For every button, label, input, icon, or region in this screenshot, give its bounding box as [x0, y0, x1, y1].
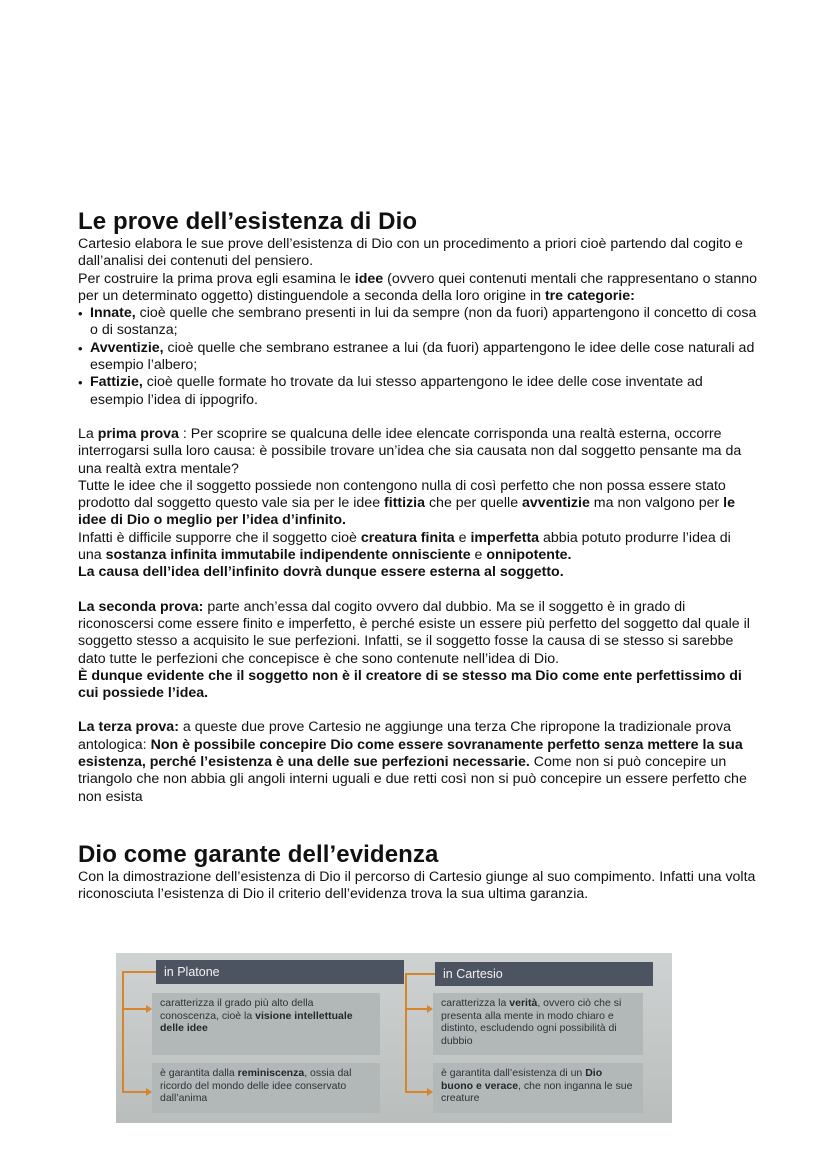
text-run: è garantita dall’esistenza di un [441, 1067, 586, 1079]
prima-prova-infatti [78, 530, 758, 565]
header-platone: in Platone [156, 960, 404, 984]
list-item-avventizie [78, 340, 758, 375]
terza-prova-paragraph [78, 719, 758, 805]
text-run: cioè quelle che sembrano estranee a lui (da fuori) appartengono le idee delle cose naturali ad esempio l’albero; [90, 339, 755, 374]
text-run: Come non si può concepire un triangolo che non abbia gli angoli interni uguali e due retti così non si può concepire un essere perfetto che non esista [78, 754, 747, 805]
text-run: e [470, 547, 487, 564]
bold-term: creatura finita [360, 529, 455, 546]
text-run: cioè quelle che sembrano presenti in lui da sempre (non da fuori) appartengono il concetto di cosa o di sostanza; [90, 305, 757, 339]
text-run: Per costruire la prima prova egli esamina le [78, 270, 355, 287]
header-cartesio: in Cartesio [435, 962, 653, 986]
connector-line [405, 973, 435, 975]
text-run: Infatti è difficile supporre che il soggetto cioè [78, 529, 361, 546]
bold-term: reminiscenza [237, 1067, 305, 1079]
bold-term: Non è possibile concepire Dio come essere sovranamente perfetto senza mettere la sua esistenza, perché l’esistenza è una delle sue perfezioni necessarie. [78, 736, 743, 771]
text-run: e [454, 529, 471, 546]
platone-box-reminiscenza [152, 1063, 380, 1113]
bold-idee: idee [354, 270, 384, 287]
prima-prova-detail [78, 478, 758, 530]
bold-prima-prova: prima prova [97, 425, 179, 442]
text-run: a queste due prove Cartesio ne aggiunge una terza Che ripropone la tradizionale prova antologica: [78, 719, 732, 753]
categories-paragraph [78, 271, 758, 306]
connector-line [405, 1008, 427, 1010]
text-run: (ovvero quei contenuti mentali che rappresentano o stanno per un determinato oggetto) distinguendole a seconda della loro origine in [78, 270, 758, 304]
bold-term: verità [509, 997, 538, 1009]
categories-list [78, 305, 758, 409]
text-run: caratterizza la [441, 997, 510, 1009]
text-run: caratterizza il grado più alto della conoscenza, cioè la [160, 997, 314, 1022]
connector-line [405, 1091, 427, 1093]
bold-term: imperfetta [470, 529, 540, 546]
document-body [78, 208, 758, 904]
text-run: , ossia dal ricordo del mondo delle idee conservato dall’anima [160, 1067, 352, 1104]
bold-term: sostanza infinita immutabile indipendente onnisciente [105, 547, 471, 564]
intro-paragraph: Cartesio elabora le sue prove dell’esistenza di Dio con un procedimento a priori cioè partendo dal cogito e dall’analisi dei contenuti del pensiero. [78, 236, 743, 270]
platone-box-conoscenza [152, 993, 380, 1055]
text-run: cioè quelle formate ho trovate da lui stesso appartengono le idee delle cose inventate ad esempio l’idea di ippogrifo. [90, 374, 703, 408]
connector-line [122, 972, 124, 1092]
prima-prova-conclusion [78, 564, 758, 581]
bold-term: Innate, [90, 305, 136, 322]
cartesio-box-verita [433, 993, 643, 1055]
text-run: è garantita dalla [160, 1067, 238, 1079]
text-run: , che non inganna le sue creature [441, 1079, 633, 1104]
list-item-fattizie [78, 374, 758, 409]
cartesio-box-dio [433, 1063, 643, 1113]
text-run: , ovvero ciò che si presenta alla mente in modo chiaro e distinto, escludendo ogni possibilità di dubbio [441, 997, 622, 1047]
bold-terza-prova: La terza prova: [78, 719, 179, 736]
seconda-prova-conclusion [78, 668, 758, 703]
list-item-innate [78, 305, 758, 340]
text-run: La [78, 425, 98, 442]
bold-term: Avventizie, [90, 339, 164, 356]
bold-conclusion: La causa dell’idea dell’infinito dovrà dunque essere esterna al soggetto. [78, 564, 564, 581]
bold-term: fittizia [384, 495, 426, 512]
bold-term: avventizie [522, 495, 590, 512]
connector-line [122, 1008, 146, 1010]
text-run: che per quelle [425, 495, 523, 512]
bold-conclusion: È dunque evidente che il soggetto non è il creatore di se stesso ma Dio come ente perfettissimo di cui possiede l’idea. [78, 667, 742, 702]
text-run: ma non valgono per [589, 495, 724, 512]
text-run: parte anch’essa dal cogito ovvero dal dubbio. Ma se il soggetto è in grado di riconoscersi come essere finito e imperfetto, è perché esiste un essere più perfetto del soggetto dal quale il soggetto stesso a acquisito le sue perfezioni. Infatti, se il soggetto fosse la causa di se stesso si sarebbe dato tutte le perfezioni che concepisce è che sono contenute nell’idea di Dio. [78, 598, 750, 667]
connector-line [122, 1091, 146, 1093]
connector-line [405, 974, 407, 1092]
seconda-prova-paragraph [78, 599, 758, 668]
text-run: Tutte le idee che il soggetto possiede non contengono nulla di così perfetto che non possa essere stato prodotto dal soggetto questo vale sia per le idee [78, 477, 726, 512]
text-run: abbia potuto produrre l’idea di una [78, 529, 731, 564]
prima-prova-paragraph [78, 426, 758, 478]
bold-term: visione intellettuale delle idee [160, 1009, 353, 1034]
section-title-garante: Dio come garante dell’evidenza [78, 840, 439, 868]
bold-tre-categorie: tre categorie: [544, 287, 635, 304]
bold-seconda-prova: La seconda prova: [78, 598, 204, 615]
section-title-prove: Le prove dell’esistenza di Dio [78, 208, 418, 235]
text-run: : Per scoprire se qualcuna delle idee elencate corrisponda una realtà esterna, occorre interrogarsi sulla loro causa: è possibile trovare un’idea che sia causata non dal soggetto pensante ma da una realtà extra mentale? [78, 425, 742, 477]
bold-term: Dio buono e verace [441, 1067, 603, 1092]
garante-paragraph: Con la dimostrazione dell’esistenza di Dio il percorso di Cartesio giunge al suo compimento. Infatti una volta riconosciuta l’esistenza di Dio il criterio dell’evidenza trova la sua ultima garanzia. [78, 868, 756, 903]
comparison-figure [116, 953, 672, 1123]
connector-line [122, 971, 156, 973]
bold-term: Fattizie, [90, 374, 143, 391]
bold-term: le idee di Dio o meglio per l’idea d’infinito. [78, 495, 735, 529]
bold-term: onnipotente. [486, 547, 572, 564]
